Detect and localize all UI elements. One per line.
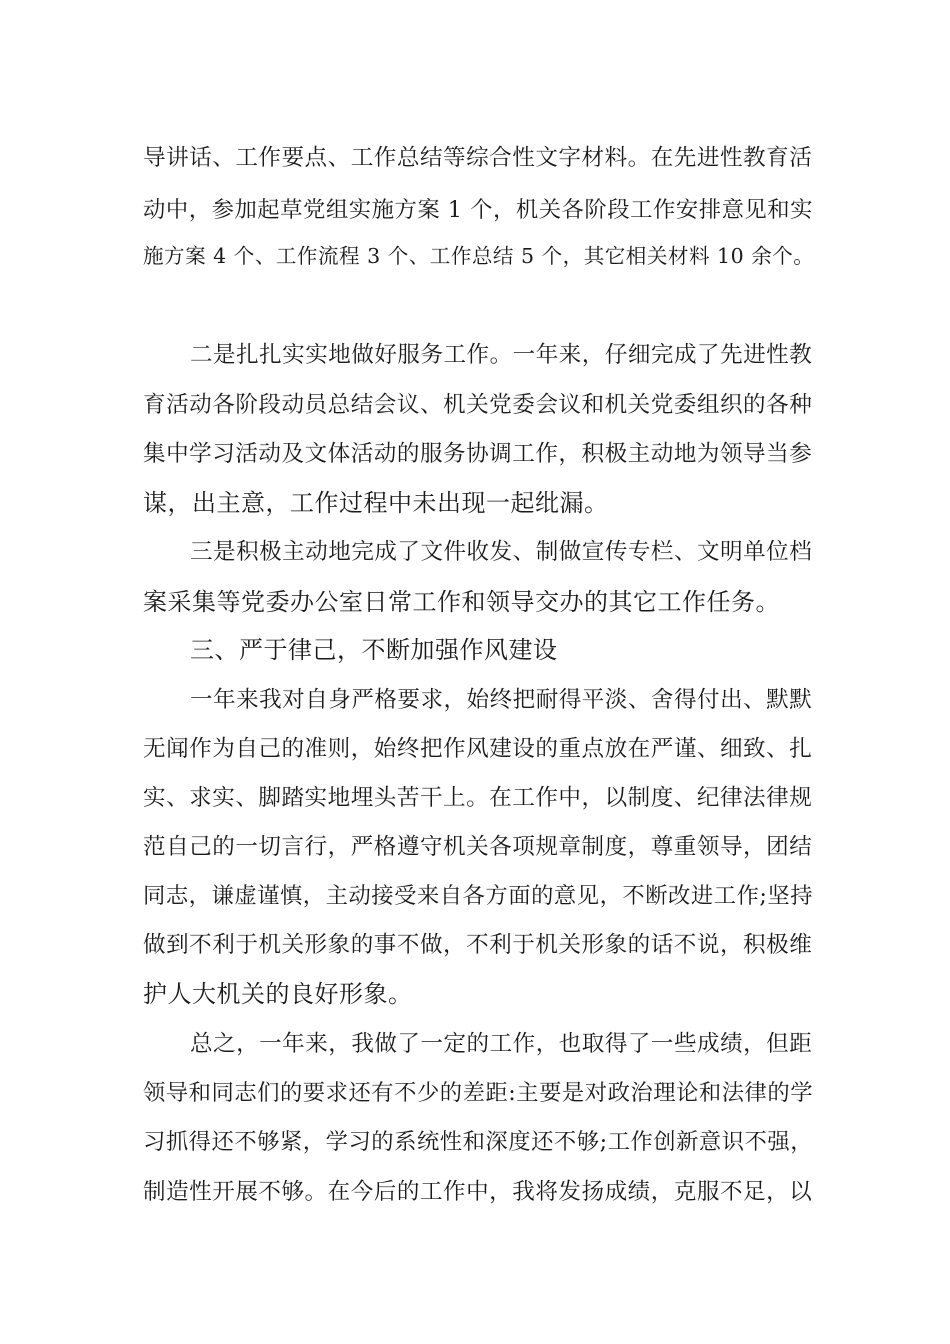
- text-line: 护人大机关的良好形象。: [143, 980, 413, 1008]
- text-line: 范自己的一切言行，严格遵守机关各项规章制度，尊重领导，团结: [143, 834, 813, 860]
- paragraph-start-line: 总之，一年来，我做了一定的工作，也取得了一些成绩，但距: [190, 1031, 813, 1057]
- paragraph-start-line: 二是扎扎实实地做好服务工作。一年来，仔细完成了先进性教: [190, 342, 813, 368]
- text-line: 谋，出主意，工作过程中未出现一起纰漏。: [143, 489, 609, 517]
- text-line: 施方案 4 个、工作流程 3 个、工作总结 5 个，其它相关材料 10 余个。: [143, 244, 815, 268]
- paragraph-start-line: 三是积极主动地完成了文件收发、制做宣传专栏、文明单位档: [190, 539, 813, 565]
- text-line: 领导和同志们的要求还有不少的差距:主要是对政治理论和法律的学: [143, 1080, 814, 1106]
- paragraph-start-line: 一年来我对自身严格要求，始终把耐得平淡、舍得付出、默默: [190, 687, 813, 713]
- text-line: 做到不利于机关形象的事不做，不利于机关形象的话不说，积极维: [143, 932, 813, 958]
- section-heading: 三、严于律己，不断加强作风建设: [190, 636, 558, 664]
- text-line: 无闻作为自己的准则，始终把作风建设的重点放在严谨、细致、扎: [143, 736, 813, 762]
- text-line: 实、求实、脚踏实地埋头苦干上。在工作中，以制度、纪律法律规: [143, 785, 813, 811]
- text-line: 习抓得还不够紧，学习的系统性和深度还不够;工作创新意识不强，: [143, 1129, 814, 1155]
- text-line: 集中学习活动及文体活动的服务协调工作，积极主动地为领导当参: [143, 441, 813, 467]
- text-line: 动中，参加起草党组实施方案 1 个，机关各阶段工作安排意见和实: [143, 197, 814, 223]
- text-line: 同志，谦虚谨慎，主动接受来自各方面的意见，不断改进工作;坚持: [143, 883, 814, 909]
- text-line: 育活动各阶段动员总结会议、机关党委会议和机关党委组织的各种: [143, 392, 813, 418]
- text-line: 导讲话、工作要点、工作总结等综合性文字材料。在先进性教育活: [143, 145, 813, 171]
- text-line: 制造性开展不够。在今后的工作中，我将发扬成绩，克服不足，以: [143, 1179, 813, 1205]
- text-line: 案采集等党委办公室日常工作和领导交办的其它工作任务。: [143, 588, 780, 616]
